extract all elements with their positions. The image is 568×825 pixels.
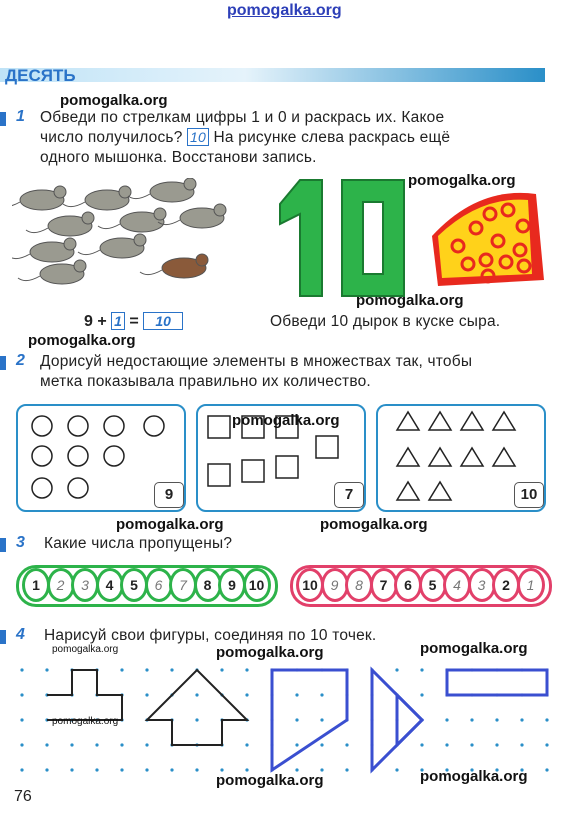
- grid-dot: [495, 743, 498, 746]
- grid-dot: [545, 718, 548, 721]
- watermark-2[interactable]: pomogalka.org: [408, 172, 516, 189]
- grid-dot: [20, 668, 23, 671]
- watermark-9[interactable]: pomogalka.org: [216, 644, 324, 661]
- grid-dot: [395, 768, 398, 771]
- chain-number[interactable]: 8: [345, 568, 373, 602]
- exercise-3-question: Какие числа пропущены?: [44, 535, 233, 552]
- chain-number: 5: [120, 568, 148, 602]
- grid-dot: [120, 768, 123, 771]
- watermark-6[interactable]: pomogalka.org: [116, 516, 224, 533]
- mouse-icon: [98, 208, 166, 232]
- chain-number[interactable]: 4: [443, 568, 471, 602]
- big-number-10: [272, 172, 412, 302]
- set-triangle-shape: [461, 412, 483, 430]
- digit-zero-hole: [363, 202, 383, 274]
- grid-dot: [470, 718, 473, 721]
- figure-t-shape: [47, 670, 122, 720]
- exercise-2-line1: Дорисуй недостающие элементы в множествах так, чтобы: [40, 353, 473, 370]
- grid-dot: [145, 693, 148, 696]
- exercise-4-text: Нарисуй свои фигуры, соединяя по 10 точек.: [44, 627, 377, 644]
- chain-number[interactable]: 2: [47, 568, 75, 602]
- grid-dot: [145, 743, 148, 746]
- set-circle-shape: [32, 416, 52, 436]
- grid-dot: [145, 768, 148, 771]
- exercise-2-marker: [0, 356, 6, 370]
- grid-dot: [45, 743, 48, 746]
- set-circles-label: 9: [154, 482, 184, 508]
- mouse-icon: [128, 178, 196, 202]
- set-triangle-shape: [397, 412, 419, 430]
- chain-number: 6: [394, 568, 422, 602]
- watermark-7[interactable]: pomogalka.org: [320, 516, 428, 533]
- chain-number[interactable]: 3: [71, 568, 99, 602]
- equation-result-box[interactable]: 10: [143, 312, 183, 330]
- chain-number[interactable]: 6: [145, 568, 173, 602]
- watermark-3[interactable]: pomogalka.org: [356, 292, 464, 309]
- set-triangle-shape: [429, 412, 451, 430]
- exercise-2-number: 2: [16, 352, 25, 369]
- grid-dot: [320, 718, 323, 721]
- grid-dot: [520, 743, 523, 746]
- page-title: ДЕСЯТЬ: [5, 66, 76, 85]
- grid-dot: [345, 743, 348, 746]
- mouse-icon: [63, 186, 131, 210]
- digit-one: [280, 180, 322, 296]
- exercise-2-line2: метка показывала правильно их количество.: [40, 373, 371, 390]
- exercise-1-marker: [0, 112, 6, 126]
- chain-number: 10: [296, 568, 324, 602]
- set-triangles: [376, 404, 546, 512]
- grid-dot: [20, 693, 23, 696]
- grid-dot: [70, 743, 73, 746]
- exercise-1-line2: [40, 128, 450, 148]
- set-triangle-shape: [429, 482, 451, 500]
- set-square-shape: [208, 416, 230, 438]
- watermark-11[interactable]: pomogalka.org: [52, 716, 119, 727]
- set-circle-shape: [104, 446, 124, 466]
- exercise-4-number: 4: [16, 626, 25, 643]
- grid-dot: [20, 743, 23, 746]
- grid-dot: [295, 743, 298, 746]
- chain-number: 1: [22, 568, 50, 602]
- set-triangle-shape: [461, 448, 483, 466]
- watermark-10[interactable]: pomogalka.org: [420, 640, 528, 657]
- grid-dot: [20, 768, 23, 771]
- mouse-icon: [140, 254, 208, 278]
- set-triangle-shape: [397, 482, 419, 500]
- grid-dot: [195, 718, 198, 721]
- set-square-shape: [276, 456, 298, 478]
- set-circle-shape: [68, 446, 88, 466]
- chain-number: 2: [492, 568, 520, 602]
- exercise-1-line1: Обведи по стрелкам цифры 1 и 0 и раскрась их. Какое: [40, 109, 445, 126]
- set-triangle-shape: [493, 412, 515, 430]
- chain-number[interactable]: 9: [321, 568, 349, 602]
- grid-dot: [195, 693, 198, 696]
- grid-dot: [295, 718, 298, 721]
- cheese-caption: Обведи 10 дырок в куске сыра.: [270, 313, 501, 330]
- exercise-3-marker: [0, 538, 6, 552]
- mouse-icon: [12, 238, 76, 262]
- equation-left: 9 +: [84, 313, 107, 330]
- watermark-13[interactable]: pomogalka.org: [420, 768, 528, 785]
- grid-dot: [520, 718, 523, 721]
- grid-dot: [495, 718, 498, 721]
- grid-dot: [170, 668, 173, 671]
- grid-dot: [320, 693, 323, 696]
- grid-dot: [120, 668, 123, 671]
- grid-dot: [45, 768, 48, 771]
- mice-illustration: [12, 178, 260, 296]
- chain-number[interactable]: 1: [517, 568, 545, 602]
- grid-dot: [45, 668, 48, 671]
- exercise-1-number: 1: [16, 108, 25, 125]
- exercise-1-answer-box[interactable]: 10: [187, 128, 209, 146]
- equation: [84, 312, 183, 331]
- grid-dot: [295, 693, 298, 696]
- cheese-illustration: [428, 186, 548, 292]
- figure-rectangle: [447, 670, 547, 695]
- page-number: 76: [14, 788, 32, 805]
- figure-house-arrow: [147, 670, 247, 745]
- grid-dot: [345, 768, 348, 771]
- grid-dot: [245, 743, 248, 746]
- set-triangles-label: 10: [514, 482, 544, 508]
- grid-dot: [120, 743, 123, 746]
- figure-trapezoid: [272, 670, 347, 770]
- set-circle-shape: [104, 416, 124, 436]
- grid-dot: [195, 768, 198, 771]
- watermark-8[interactable]: pomogalka.org: [52, 644, 119, 655]
- mouse-icon: [158, 204, 226, 228]
- set-square-shape: [242, 460, 264, 482]
- grid-dot: [145, 668, 148, 671]
- set-square-shape: [316, 436, 338, 458]
- watermark-1[interactable]: pomogalka.org: [60, 92, 168, 109]
- grid-dot: [170, 768, 173, 771]
- set-circle-shape: [32, 446, 52, 466]
- set-squares-label: 7: [334, 482, 364, 508]
- exercise-3-number: 3: [16, 534, 25, 551]
- exercise-1-line2b: На рисунке слева раскрась ещё: [213, 129, 451, 146]
- chain-number[interactable]: 7: [169, 568, 197, 602]
- mouse-icon: [12, 186, 66, 210]
- grid-dot: [95, 768, 98, 771]
- watermark-12[interactable]: pomogalka.org: [216, 772, 324, 789]
- figure-triangle-inner: [397, 695, 422, 745]
- grid-dot: [420, 743, 423, 746]
- grid-dot: [420, 668, 423, 671]
- grid-dot: [470, 743, 473, 746]
- grid-dot: [95, 743, 98, 746]
- set-triangle-shape: [429, 448, 451, 466]
- grid-dot: [20, 718, 23, 721]
- set-square-shape: [208, 464, 230, 486]
- set-circle-shape: [32, 478, 52, 498]
- mouse-icon: [78, 234, 146, 258]
- set-circle-shape: [144, 416, 164, 436]
- chain-number: 9: [218, 568, 246, 602]
- title-band: [0, 68, 545, 82]
- mouse-icon: [26, 212, 94, 236]
- exercise-1-line2a: число получилось?: [40, 129, 183, 146]
- chain-number: 5: [419, 568, 447, 602]
- set-triangle-shape: [397, 448, 419, 466]
- chain-number: 8: [194, 568, 222, 602]
- grid-dot: [245, 668, 248, 671]
- grid-dot: [320, 743, 323, 746]
- mouse-icon: [18, 260, 86, 284]
- chain-number[interactable]: 3: [468, 568, 496, 602]
- grid-dot: [70, 768, 73, 771]
- chain-number: 10: [243, 568, 271, 602]
- grid-dot: [395, 668, 398, 671]
- set-triangle-shape: [493, 448, 515, 466]
- watermark-5[interactable]: pomogalka.org: [232, 412, 340, 429]
- exercise-1-line3: одного мышонка. Восстанови запись.: [40, 149, 317, 166]
- watermark-top[interactable]: pomogalka.org: [227, 2, 342, 19]
- grid-dot: [445, 743, 448, 746]
- watermark-4[interactable]: pomogalka.org: [28, 332, 136, 349]
- set-circle-shape: [68, 416, 88, 436]
- equation-equals: =: [129, 313, 139, 330]
- set-circles: [16, 404, 186, 512]
- chain-number: 7: [370, 568, 398, 602]
- grid-dot: [545, 743, 548, 746]
- grid-dot: [220, 668, 223, 671]
- grid-dot: [545, 768, 548, 771]
- grid-dot: [420, 693, 423, 696]
- set-circle-shape: [68, 478, 88, 498]
- grid-dot: [445, 718, 448, 721]
- chain-number: 4: [96, 568, 124, 602]
- equation-addend-box[interactable]: 1: [111, 312, 125, 330]
- grid-dot: [245, 693, 248, 696]
